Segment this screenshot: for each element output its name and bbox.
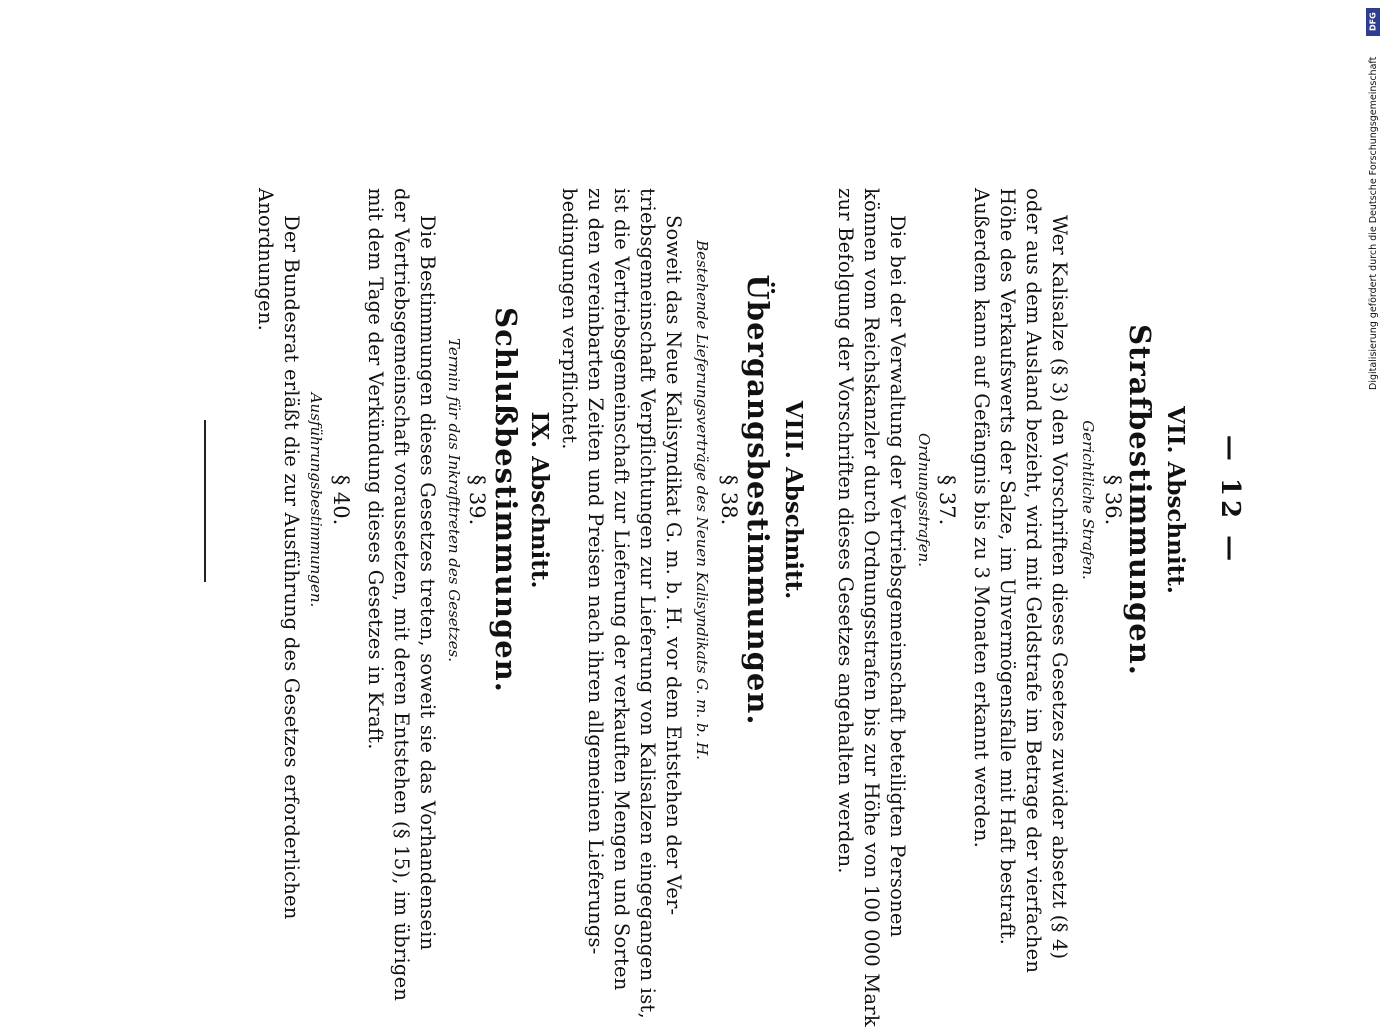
closing-rule — [204, 420, 206, 582]
paragraph-36-number: § 36. — [1101, 474, 1125, 526]
paragraph-39-number: § 39. — [465, 474, 489, 526]
paragraph-37-subtitle: Ordnungsstrafen. — [915, 432, 933, 568]
paragraph-37-line: Die bei der Verwaltung der Vertriebsgemeinschaft beteiligten Personen — [886, 215, 909, 938]
paragraph-40-subtitle: Ausführungsbestimmungen. — [307, 392, 325, 608]
paragraph-37-line: zur Befolgung der Vorschriften dieses Gesetzes angehalten werden. — [834, 188, 857, 874]
paragraph-38-line: triebsgemeinschaft Verpflichtungen zur Lieferung von Kalisalzen eingegangen ist, — [636, 188, 659, 1019]
paragraph-36-line: Wer Kalisalze (§ 3) den Vorschriften dieses Gesetzes zuwider absetzt (§ 4) — [1048, 215, 1071, 960]
paragraph-36-line: oder aus dem Ausland bezieht, wird mit Geldstrafe im Betrage der vierfachen — [1022, 188, 1045, 974]
paragraph-36-line: Außerdem kann auf Gefängnis bis zu 3 Monaten erkannt werden. — [970, 188, 993, 848]
section-8-heading: VIII. Abschnitt. — [780, 400, 807, 600]
paragraph-38-number: § 38. — [717, 474, 741, 526]
paragraph-39-line: Die Bestimmungen dieses Gesetzes treten, soweit sie das Vorhandensein — [416, 215, 439, 951]
paragraph-38-line: bedingungen verpflichtet. — [558, 188, 581, 450]
paragraph-37-line: können vom Reichskanzler durch Ordnungsstrafen bis zur Höhe von 100 000 Mark — [860, 188, 883, 1027]
section-7-title: Strafbestimmungen. — [1123, 324, 1157, 676]
paragraph-39-subtitle: Termin für das Inkrafttreten des Gesetzes. — [445, 338, 463, 662]
paragraph-39-line: der Vertriebsgemeinschaft voraussetzen, mit deren Entstehen (§ 15), im übrigen — [390, 188, 413, 1002]
paragraph-40-line: Der Bundesrat erläßt die zur Ausführung des Gesetzes erforderlichen — [280, 215, 303, 920]
paragraph-40-number: § 40. — [329, 474, 353, 526]
paragraph-37-number: § 37. — [935, 474, 959, 526]
paragraph-38-subtitle: Bestehende Lieferungsverträge des Neuen Kalisyndikats G. m. b. H. — [693, 240, 711, 760]
dfg-badge: DFG — [1366, 8, 1380, 36]
paragraph-38-line: ist die Vertriebsgemeinschaft zur Lieferung der verkauften Mengen und Sorten — [610, 188, 633, 991]
paragraph-38-line: Soweit das Neue Kalisyndikat G. m. b. H. vor dem Entstehen der Ver- — [662, 215, 685, 916]
page-number: — 12 — — [1215, 434, 1245, 566]
section-7-heading: VII. Abschnitt. — [1162, 406, 1189, 594]
paragraph-38-line: zu den vereinbarten Zeiten und Preisen nach ihren allgemeinen Lieferungs- — [584, 188, 607, 955]
digitization-credit: Digitalisierung gefördert durch die Deutsche Forschungsgemeinschaft — [1368, 56, 1379, 390]
paragraph-36-subtitle: Gerichtliche Strafen. — [1079, 420, 1097, 580]
paragraph-40-line: Anordnungen. — [254, 188, 277, 332]
section-9-title: Schlußbestimmungen. — [489, 307, 523, 693]
section-9-heading: IX. Abschnitt. — [526, 411, 553, 589]
section-8-title: Übergangsbestimmungen. — [741, 274, 775, 726]
paragraph-39-line: mit dem Tage der Verkündung dieses Gesetzes in Kraft. — [364, 188, 387, 750]
paragraph-36-line: Höhe des Verkaufswerts der Salze, im Unvermögensfalle mit Haft bestraft. — [996, 188, 1019, 945]
